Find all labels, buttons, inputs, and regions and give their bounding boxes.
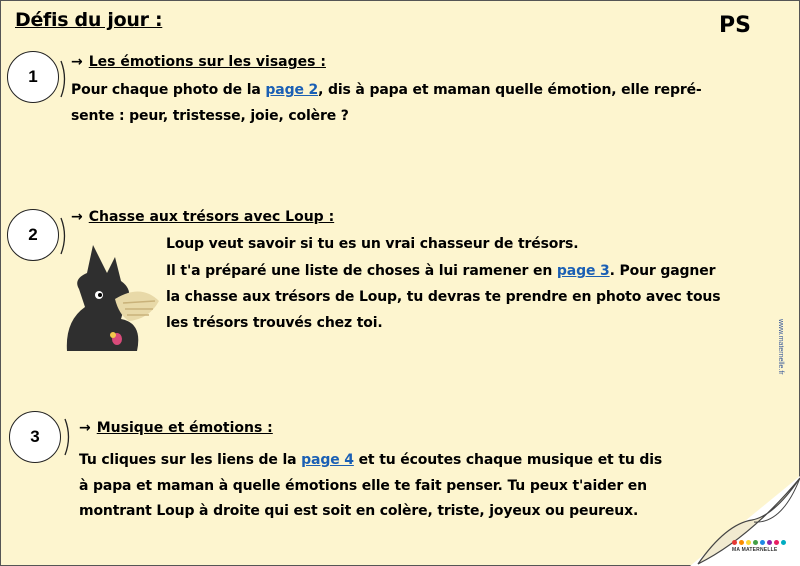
page-2-link[interactable]: page 2 — [265, 82, 319, 98]
logo-dot — [739, 540, 744, 545]
section-3-line-1: Tu cliques sur les liens de la page 4 et tu écoutes chaque musique et tu dis — [79, 452, 663, 468]
arrow-icon: → — [79, 420, 91, 436]
logo-dot — [760, 540, 765, 545]
section-3-line-2: à papa et maman à quelle émotions elle te fait penser. Tu peux t'aider en — [79, 478, 647, 494]
section-2-line-1: Loup veut savoir si tu es un vrai chasseur de trésors. — [166, 236, 579, 252]
section-3-number: 3 — [9, 411, 61, 463]
section-2-line-2: Il t'a préparé une liste de choses à lui ramener en page 3. Pour gagner — [166, 263, 716, 279]
credit-text: www.maternelle.fr — [777, 319, 784, 375]
section-1-line-2: sente : peur, tristesse, joie, colère ? — [71, 108, 349, 124]
section-1-heading: → Les émotions sur les visages : — [71, 54, 326, 70]
arrow-icon: → — [71, 54, 83, 70]
logo-text: MA MATERNELLE — [732, 547, 778, 553]
section-1-bracket — [59, 59, 71, 99]
logo-dot — [753, 540, 758, 545]
section-2-number: 2 — [7, 209, 59, 261]
section-3-bracket — [63, 417, 75, 457]
section-1-number: 1 — [7, 51, 59, 103]
section-3-line-3: montrant Loup à droite qui est soit en colère, triste, joyeux ou peureux. — [79, 503, 639, 519]
logo-dot — [767, 540, 772, 545]
section-2-line-4: les trésors trouvés chez toi. — [166, 315, 383, 331]
wolf-illustration — [63, 243, 163, 353]
section-3-heading: → Musique et émotions : — [79, 420, 273, 436]
logo-dot — [781, 540, 786, 545]
page-3-link[interactable]: page 3 — [556, 263, 610, 279]
section-1-line-1: Pour chaque photo de la page 2, dis à papa et maman quelle émotion, elle repré- — [71, 82, 702, 98]
arrow-icon: → — [71, 209, 83, 225]
logo-dot — [774, 540, 779, 545]
ma-maternelle-logo — [732, 540, 794, 560]
section-2-heading: → Chasse aux trésors avec Loup : — [71, 209, 335, 225]
logo-dot — [732, 540, 737, 545]
logo-dots — [732, 540, 794, 545]
page-title: Défis du jour : — [15, 9, 163, 31]
section-2-line-3: la chasse aux trésors de Loup, tu devras te prendre en photo avec tous — [166, 289, 721, 305]
logo-dot — [746, 540, 751, 545]
page-4-link[interactable]: page 4 — [301, 452, 354, 468]
level-label: PS — [719, 13, 751, 38]
